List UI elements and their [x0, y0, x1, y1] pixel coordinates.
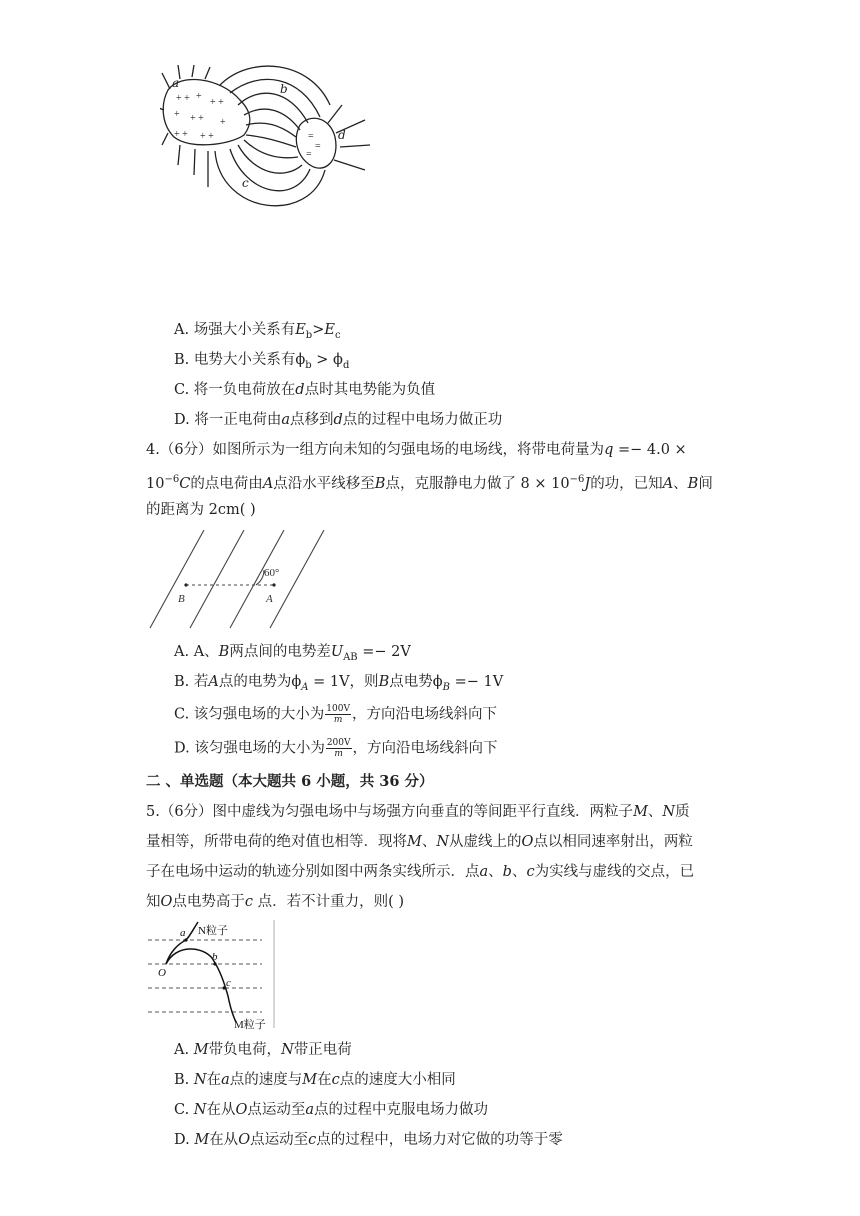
- q4-stem-line3: 的距离为 2cm( ): [146, 502, 256, 518]
- point-a-label: a: [180, 927, 186, 939]
- q5-option-c[interactable]: C. N在从O点运动至a点的过程中克服电场力做功: [174, 1102, 489, 1118]
- q5-option-d[interactable]: D. M在从O点运动至c点的过程中，电场力对它做的功等于零: [174, 1132, 563, 1148]
- q5-stem-line2: 量相等，所带电荷的绝对值也相等．现将M、N从虚线上的O点以相同速率射出，两粒: [146, 834, 693, 850]
- q4-option-a[interactable]: A. A、B两点间的电势差$U_{AB} =- 2V$: [174, 644, 411, 663]
- trajectory-figure: [146, 918, 278, 1030]
- q3-option-a[interactable]: A. 场强大小关系有$E_b>E_c$: [174, 322, 341, 341]
- q5-option-b[interactable]: B. N在a点的速度与M在c点的速度大小相同: [174, 1072, 456, 1088]
- label-d: d: [338, 128, 346, 142]
- label-b: b: [280, 82, 288, 96]
- point-b-label: b: [212, 951, 218, 963]
- q4-stem-line2: $10^{-6}C$的点电荷由A点沿水平线移至B点，克服静电力做了 $8 \times 10^{-6}J$的功，已知A、B间: [146, 474, 713, 492]
- point-c-label: c: [226, 977, 231, 989]
- label-a: a: [172, 76, 180, 90]
- section-heading: 二 、单选题（本大题共 6 小题，共 36 分）: [146, 773, 434, 790]
- svg-text:+: +: [196, 91, 202, 102]
- q4-stem-line1: 4.（6分）如图所示为一组方向未知的匀强电场的电场线，将带电荷量为q =− 4.0 ×: [146, 442, 687, 458]
- q5-stem-line1: 5.（6分）图中虚线为匀强电场中与场强方向垂直的等间距平行直线．两粒子M、N质: [146, 804, 690, 820]
- svg-text:+: +: [174, 109, 180, 120]
- svg-text:+ +: + +: [210, 97, 224, 108]
- q5-stem-line3: 子在电场中运动的轨迹分别如图中两条实线所示．点a、b、c为实线与虚线的交点，已: [146, 864, 695, 880]
- q4-option-c[interactable]: C. 该匀强电场的大小为 $\frac{100V}{m}$ ，方向沿电场线斜向下: [174, 704, 497, 725]
- uniform-field-figure: [146, 530, 326, 630]
- svg-text:+: +: [220, 117, 226, 128]
- q3-option-b[interactable]: B. 电势大小关系有$\phi_b > \phi_d$: [174, 352, 350, 371]
- q4-option-d[interactable]: D. 该匀强电场的大小为 $\frac{200V}{m}$ ，方向沿电场线斜向下: [174, 738, 498, 759]
- q3-option-c[interactable]: C. 将一负电荷放在d点时其电势能为负值: [174, 382, 436, 398]
- svg-text:+ +: + +: [200, 131, 214, 142]
- point-a-label: A: [266, 593, 273, 605]
- angle-label: 60°: [264, 567, 280, 579]
- q5-stem-line4: 知O点电势高于c 点．若不计重力，则( ): [146, 894, 405, 910]
- svg-text:=: =: [306, 149, 312, 160]
- field-lines-figure: [160, 65, 380, 225]
- label-c: c: [242, 176, 249, 190]
- svg-text:+ +: + +: [190, 113, 204, 124]
- svg-text:=: =: [308, 131, 314, 142]
- svg-text:+ +: + +: [174, 129, 188, 140]
- svg-text:+ +: + +: [176, 93, 190, 104]
- point-o-label: O: [158, 967, 166, 979]
- q4-option-b[interactable]: B. 若A点的电势为$\phi_A = 1V$，则B点电势$\phi_B =- 1V$: [174, 674, 504, 693]
- q5-option-a[interactable]: A. M带负电荷，N带正电荷: [174, 1042, 352, 1058]
- q3-option-d[interactable]: D. 将一正电荷由a点移到d点的过程中电场力做正功: [174, 412, 503, 428]
- m-particle-label: M粒子: [234, 1019, 266, 1030]
- point-b-label: B: [178, 593, 185, 605]
- svg-text:=: =: [315, 141, 321, 152]
- n-particle-label: N粒子: [198, 925, 228, 937]
